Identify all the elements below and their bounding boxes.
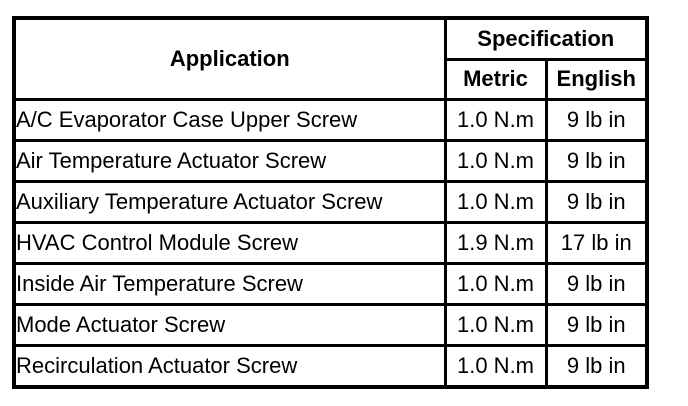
english-cell: 17 lb in <box>546 223 647 264</box>
table-row <box>14 346 647 388</box>
english-cell: 9 lb in <box>546 182 647 223</box>
application-cell: Auxiliary Temperature Actuator Screw <box>14 182 445 223</box>
table-row <box>14 182 647 223</box>
table-row <box>14 305 647 346</box>
table-row <box>14 100 647 141</box>
application-cell: Mode Actuator Screw <box>14 305 445 346</box>
application-cell: Recirculation Actuator Screw <box>14 346 445 388</box>
metric-cell: 1.0 N.m <box>445 264 546 305</box>
torque-specification-table <box>12 16 649 389</box>
english-cell: 9 lb in <box>546 346 647 388</box>
metric-cell: 1.0 N.m <box>445 182 546 223</box>
english-cell: 9 lb in <box>546 264 647 305</box>
metric-cell: 1.9 N.m <box>445 223 546 264</box>
table-row <box>14 141 647 182</box>
table-row <box>14 223 647 264</box>
application-header: Application <box>14 18 445 100</box>
english-header: English <box>546 59 647 100</box>
application-cell: Inside Air Temperature Screw <box>14 264 445 305</box>
metric-cell: 1.0 N.m <box>445 141 546 182</box>
metric-cell: 1.0 N.m <box>445 305 546 346</box>
english-cell: 9 lb in <box>546 141 647 182</box>
application-cell: HVAC Control Module Screw <box>14 223 445 264</box>
application-cell: Air Temperature Actuator Screw <box>14 141 445 182</box>
english-cell: 9 lb in <box>546 305 647 346</box>
metric-header: Metric <box>445 59 546 100</box>
application-cell: A/C Evaporator Case Upper Screw <box>14 100 445 141</box>
english-cell: 9 lb in <box>546 100 647 141</box>
specification-header: Specification <box>445 18 647 59</box>
metric-cell: 1.0 N.m <box>445 100 546 141</box>
metric-cell: 1.0 N.m <box>445 346 546 388</box>
table-row <box>14 264 647 305</box>
